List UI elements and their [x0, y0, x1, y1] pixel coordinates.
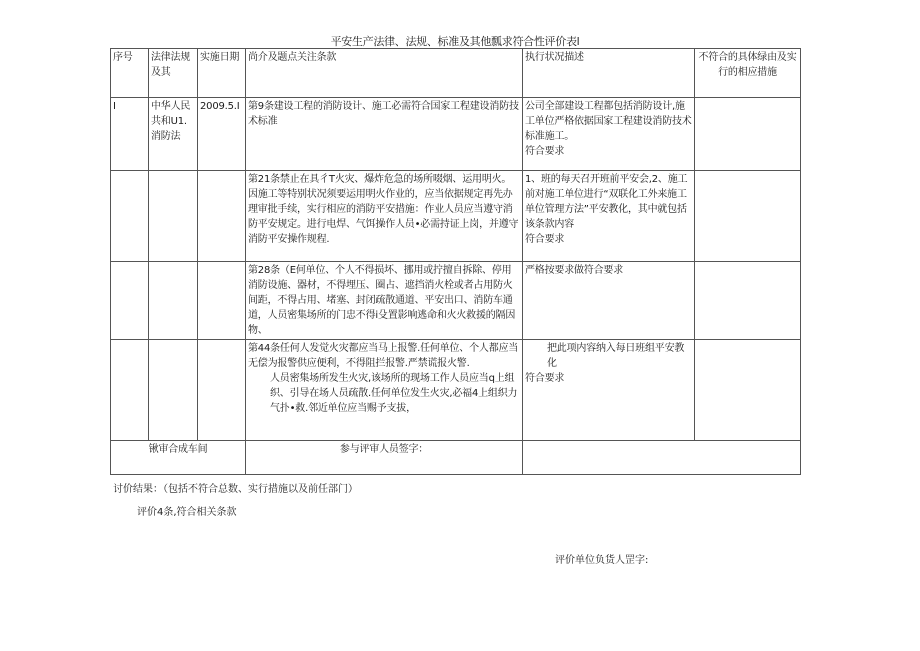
header-no: 序号: [111, 49, 149, 98]
header-law: 法律法规及其: [149, 49, 198, 98]
status-line: 符合要求: [525, 373, 565, 384]
row-date: [198, 340, 246, 441]
table-header-row: [111, 49, 801, 98]
unit-head-signature-label: 评价单位负货人罡字:: [555, 555, 649, 566]
clause-line: 第44条任何人发觉火灾都应当马上报警.任何单位、个人都应当无偿为报警供应便利，不得阻拦报警.严禁谎报火警.: [248, 343, 519, 369]
status-line: 公司全部建设工程都包括消防设计,施工单位严格依据国家工程建设消防技术标准施工。: [525, 101, 692, 142]
row-date: [198, 262, 246, 340]
row-law: [149, 340, 198, 441]
row-remedy: [695, 262, 801, 340]
header-date: 实施日期: [198, 49, 246, 98]
status-line: 1、班的每天召开班前平安会,2、施工前对施工单位进行“双联化工外来施工单位管理方法”平安教化，其中就包括该条款内容: [525, 174, 688, 230]
row-remedy: [695, 171, 801, 262]
reviewer-signature-label: 参与评审人员签字：: [246, 441, 523, 475]
review-workshop: 锹审合成车间: [111, 441, 246, 475]
row-law: [149, 171, 198, 262]
row-law: 中华人民共和U1.消防法: [149, 98, 198, 171]
header-remedy: 不符合的具体绿由及实行的相应措施: [695, 49, 801, 98]
row-remedy: [695, 98, 801, 171]
row-no: [111, 340, 149, 441]
row-status: [523, 171, 695, 262]
row-no: [111, 171, 149, 262]
row-date: 2009.5.I: [198, 98, 246, 171]
reviewer-signature-field[interactable]: [523, 441, 801, 475]
evaluation-result-text: 评价4条,符合相关条款: [137, 507, 237, 518]
header-status: 执行状况描述: [523, 49, 695, 98]
page-title: 平安生产法律、法规、标准及其他瓢求符合性评价表l: [330, 35, 580, 48]
row-no: [111, 262, 149, 340]
table-row: [111, 262, 801, 340]
evaluation-table: [110, 48, 801, 475]
row-clause: 第28条（E何单位、个人不得损坏、挪用或拧擅自拆除、停用消防设施、器材，不得埋压、圈占、遮挡消火栓或者占用防火间距，不得占用、堵塞、封闭疏散通道、平安出口、消防车通道，人员密集场所的门忠不得i殳置影响逃命和火火救援的隔因物、: [246, 262, 523, 340]
row-status: [523, 98, 695, 171]
clause-line: 人员密集场所发生火灾,该场所的现场工作人员应当q上组织、引导在场人员疏散.任何单位发生火灾,必福4上组织力气扑•救.邻近单位应当赐予支拔，: [270, 373, 518, 414]
row-status: [523, 262, 695, 340]
table-row: [111, 98, 801, 171]
header-clause: 尚介及题点关注条款: [246, 49, 523, 98]
status-line: 符合要求: [525, 234, 565, 245]
row-remedy: [695, 340, 801, 441]
status-line: 把此项内容纳入每日班组平安教化: [547, 343, 685, 369]
status-line: 严格按要求做符合要求: [525, 265, 623, 276]
table-row: [111, 171, 801, 262]
evaluation-result-label: 讨价结果：（包括不符合总数、实行措施以及前任部门）: [113, 484, 358, 495]
footer-row: [111, 441, 801, 475]
row-clause: 第21条禁止在具彳T火灾、爆炸危急的场所啜烟、运用明火。因施工等特别状况须要运用明火作业的，应当依据规定再先办理审批手续，实行相应的消防平安措施：作业人员应当遵守消防平安规定。进行电焊、气饵操作人员•必需持证上岗，并遵守消防平安操作规程.: [246, 171, 523, 262]
row-clause: 第9条建设工程的消防设计、施工必需符合国家工程建设消防技术标准: [246, 98, 523, 171]
row-clause: [246, 340, 523, 441]
row-no: I: [111, 98, 149, 171]
row-status: [523, 340, 695, 441]
status-line: 符合要求: [525, 146, 565, 157]
row-date: [198, 171, 246, 262]
row-law: [149, 262, 198, 340]
table-row: [111, 340, 801, 441]
